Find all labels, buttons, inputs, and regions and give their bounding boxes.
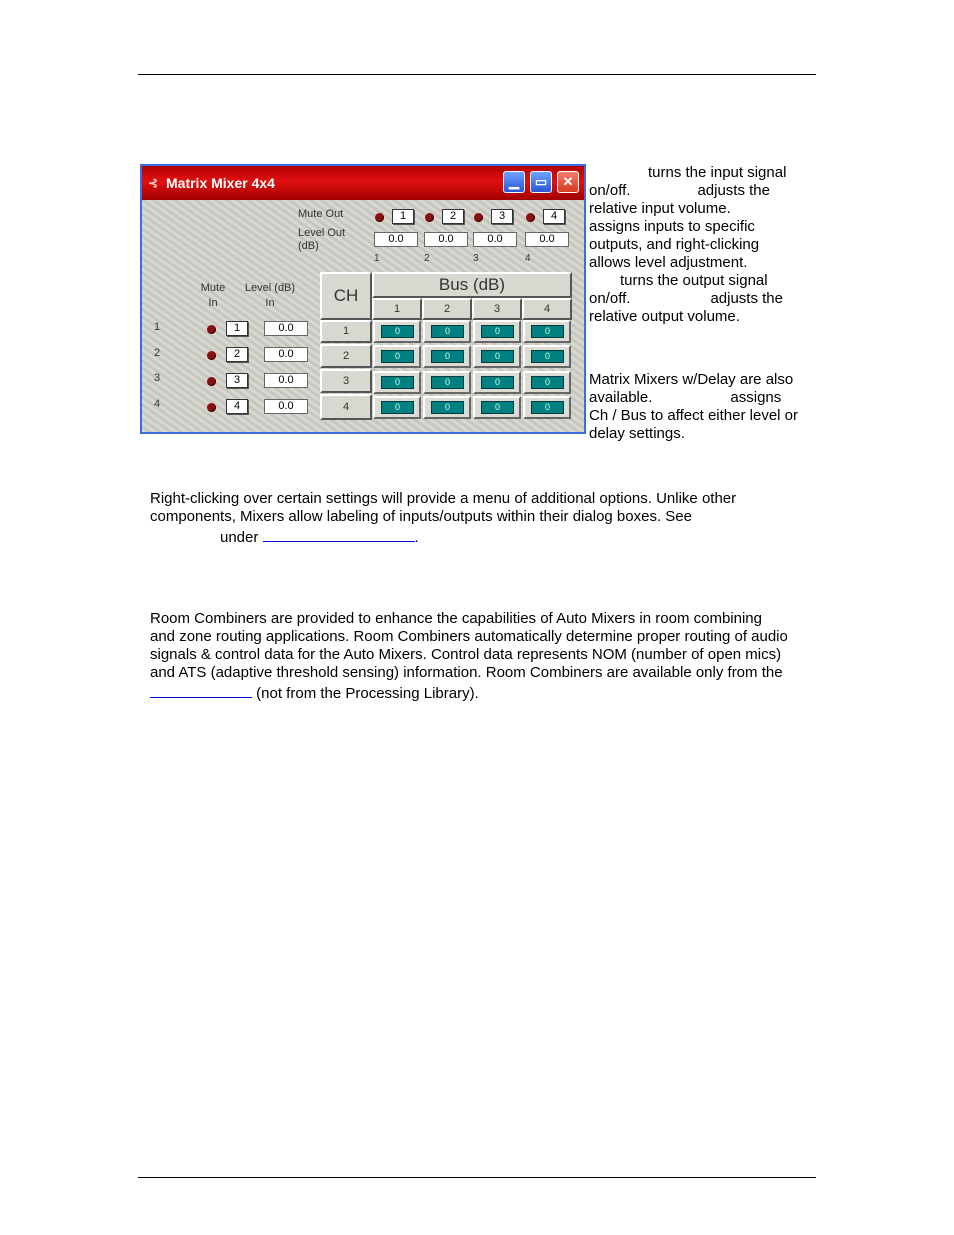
level-out-label: Level Out: [298, 227, 346, 239]
side-line: outputs, and right-clicking: [589, 236, 760, 253]
mute-in-sub: In: [208, 297, 218, 309]
side-line: relative output volume.: [589, 308, 740, 325]
matrix-value: 0: [431, 325, 464, 338]
mute-in-button-4[interactable]: 4: [226, 399, 248, 414]
side-description: [589, 164, 819, 326]
mute-in-led-1: [207, 325, 216, 334]
bus-column-2: 2: [422, 298, 472, 320]
ch-cell-3: 3: [320, 369, 372, 393]
matrix-cell-4-4[interactable]: [523, 396, 571, 419]
minimize-icon: ▁: [509, 174, 519, 189]
body-line: Room Combiners are provided to enhance the capabilities of Auto Mixers in room combining: [150, 610, 762, 627]
level-in-sub: In: [265, 297, 275, 309]
matrix-value: 0: [531, 350, 564, 363]
side-description-delay: [589, 371, 829, 443]
matrix-value: 0: [531, 325, 564, 338]
matrix-cell-1-4[interactable]: [523, 320, 571, 343]
bus-column-4: 4: [522, 298, 572, 320]
ch-cell-1: 1: [320, 320, 372, 343]
side-line: Ch / Bus to affect either level or: [589, 407, 798, 424]
level-out-unit: (dB): [298, 240, 319, 252]
ch-cell-2: 2: [320, 344, 372, 368]
bus-column-1: 1: [372, 298, 422, 320]
side-line: turns the output signal: [620, 272, 768, 289]
mute-out-button-4[interactable]: 4: [543, 209, 565, 224]
body-line: Right-clicking over certain settings will provide a menu of additional options. Unlike other: [150, 490, 737, 507]
matrix-value: 0: [381, 325, 414, 338]
level-out-field-2[interactable]: 0.0: [424, 232, 468, 247]
input-row-label-3: 3: [154, 372, 161, 384]
matrix-value: 0: [531, 376, 564, 389]
header-rule: [138, 74, 816, 75]
mute-in-led-2: [207, 351, 216, 360]
matrix-cell-4-3[interactable]: [473, 396, 521, 419]
mute-out-button-1[interactable]: 1: [392, 209, 414, 224]
dialog-title-bar[interactable]: [142, 166, 584, 200]
matrix-value: 0: [431, 401, 464, 414]
mixer-icon: ⊰: [148, 176, 159, 190]
matrix-value: 0: [381, 350, 414, 363]
mute-out-led-3: [474, 213, 483, 222]
bus-column-3: 3: [472, 298, 522, 320]
output-index-4: 4: [525, 253, 531, 264]
matrix-value: 0: [381, 401, 414, 414]
matrix-cell-3-2[interactable]: [423, 371, 471, 394]
side-line: delay settings.: [589, 425, 685, 442]
level-out-field-3[interactable]: 0.0: [473, 232, 517, 247]
minimize-button[interactable]: [503, 171, 525, 193]
mute-in-led-4: [207, 403, 216, 412]
matrix-cell-2-4[interactable]: [523, 345, 571, 368]
matrix-cell-3-4[interactable]: [523, 371, 571, 394]
output-index-2: 2: [424, 253, 430, 264]
level-out-field-1[interactable]: 0.0: [374, 232, 418, 247]
mixer-options-paragraph: [150, 490, 820, 544]
mute-in-button-1[interactable]: 1: [226, 321, 248, 336]
matrix-mixer-dialog: [140, 164, 586, 434]
matrix-cell-3-3[interactable]: [473, 371, 521, 394]
level-in-label: Level (dB): [244, 282, 296, 294]
bus-header: Bus (dB): [372, 272, 572, 298]
mute-in-button-2[interactable]: 2: [226, 347, 248, 362]
level-in-field-3[interactable]: 0.0: [264, 373, 308, 388]
ch-header: CH: [320, 272, 372, 320]
matrix-value: 0: [531, 401, 564, 414]
body-line: signals & control data for the Auto Mixers. Control data represents NOM (number of open mics): [150, 646, 782, 663]
side-line: turns the input signal: [648, 164, 787, 181]
matrix-cell-4-1[interactable]: [373, 396, 421, 419]
input-row-label-2: 2: [154, 347, 161, 359]
ch-cell-4: 4: [320, 394, 372, 420]
level-in-field-4[interactable]: 0.0: [264, 399, 308, 414]
input-row-label-4: 4: [154, 398, 161, 410]
matrix-cell-3-1[interactable]: [373, 371, 421, 394]
side-line: on/off. adjusts the: [589, 290, 783, 307]
matrix-cell-2-2[interactable]: [423, 345, 471, 368]
input-row-label-1: 1: [154, 321, 161, 333]
matrix-cell-1-3[interactable]: [473, 320, 521, 343]
level-in-field-2[interactable]: 0.0: [264, 347, 308, 362]
matrix-value: 0: [381, 376, 414, 389]
mute-out-button-2[interactable]: 2: [442, 209, 464, 224]
close-icon: ✕: [562, 174, 574, 189]
mute-in-button-3[interactable]: 3: [226, 373, 248, 388]
side-line: available. assigns: [589, 389, 782, 406]
side-line: Matrix Mixers w/Delay are also: [589, 371, 794, 388]
labeling-link[interactable]: [263, 526, 415, 542]
toolbar-link[interactable]: [150, 682, 252, 698]
mute-out-led-2: [425, 213, 434, 222]
side-line: relative input volume.: [589, 200, 731, 217]
mute-out-button-3[interactable]: 3: [491, 209, 513, 224]
matrix-value: 0: [481, 376, 514, 389]
level-in-field-1[interactable]: 0.0: [264, 321, 308, 336]
mute-in-led-3: [207, 377, 216, 386]
close-button[interactable]: [557, 171, 579, 193]
output-index-1: 1: [374, 253, 380, 264]
room-combiners-paragraph: [150, 610, 820, 700]
matrix-cell-4-2[interactable]: [423, 396, 471, 419]
side-line: assigns inputs to specific: [589, 218, 755, 235]
body-line: and ATS (adaptive threshold sensing) information. Room Combiners are available only from the: [150, 664, 783, 681]
matrix-value: 0: [481, 401, 514, 414]
matrix-cell-1-1[interactable]: [373, 320, 421, 343]
mute-in-label: Mute: [200, 282, 226, 294]
side-line: on/off. adjusts the: [589, 182, 770, 199]
body-line: and zone routing applications. Room Combiners automatically determine proper routing of audio: [150, 628, 788, 645]
body-line: (not from the Processing Library).: [150, 682, 820, 700]
matrix-value: 0: [431, 376, 464, 389]
matrix-cell-2-1[interactable]: [373, 345, 421, 368]
mute-out-led-4: [526, 213, 535, 222]
side-line: allows level adjustment.: [589, 254, 748, 271]
mute-out-led-1: [375, 213, 384, 222]
mute-out-label: Mute Out: [298, 208, 344, 220]
body-line: under .: [150, 526, 820, 544]
matrix-value: 0: [481, 325, 514, 338]
matrix-cell-2-3[interactable]: [473, 345, 521, 368]
dialog-title: Matrix Mixer 4x4: [166, 175, 275, 191]
output-index-3: 3: [473, 253, 479, 264]
matrix-value: 0: [431, 350, 464, 363]
matrix-value: 0: [481, 350, 514, 363]
level-out-field-4[interactable]: 0.0: [525, 232, 569, 247]
footer-rule: [138, 1177, 816, 1178]
matrix-cell-1-2[interactable]: [423, 320, 471, 343]
maximize-button[interactable]: [530, 171, 552, 193]
body-line: components, Mixers allow labeling of inputs/outputs within their dialog boxes. See: [150, 508, 692, 525]
maximize-icon: ▭: [534, 174, 548, 189]
